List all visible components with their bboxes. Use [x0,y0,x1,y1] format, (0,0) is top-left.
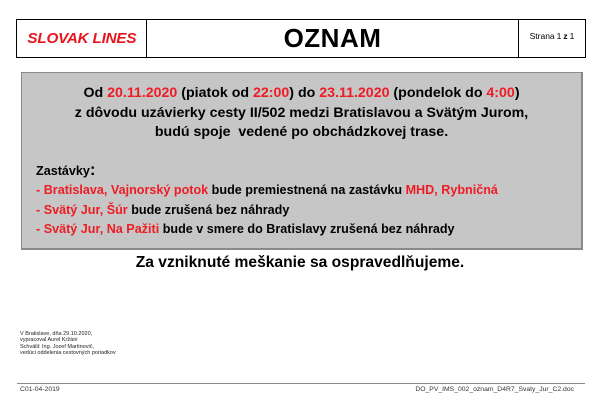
to-prefix: ) do [289,85,320,101]
stop-text: bude zrušená bez náhrady [127,202,290,217]
header-table [16,19,586,58]
stop-target: MHD, Rybničná [405,183,498,198]
page-title: OZNAM [283,23,382,53]
title-cell [147,20,519,57]
from-time: 22:00 [253,85,290,101]
stop-name: - Svätý Jur, Šúr [36,202,128,217]
slovak-lines-logo: SLOVAK LINES [27,30,136,47]
stop-item [36,181,498,200]
page-number [529,31,576,41]
notice-reason-line: z dôvodu uzávierky cesty II/502 medzi Bratislavou a Svätým Jurom, [74,104,529,121]
to-date: 23.11.2020 [319,85,390,101]
stop-text: bude v smere do Bratislavy zrušená bez náhrady [159,221,455,236]
signature-approved-by: Schválil: Ing. Jozef Martinovič, [20,343,94,350]
stops-section [36,160,498,239]
page-current: 1 [556,31,562,41]
from-prefix: Od [83,85,108,101]
footer-filename: DO_PV_IMS_002_oznam_D4R7_Svaty_Jur_C2.doc [415,386,574,393]
footer-divider [17,383,585,384]
stop-text: bude premiestnená na zastávku [208,183,406,198]
signature-place-date: V Bratislave, dňa 29.10.2020, [20,331,93,337]
page-number-cell [519,20,585,57]
to-mid: (pondelok do [389,85,487,101]
signature-role: vedúci oddelenia cestovných poriadkov [20,349,116,356]
apology-text: Za vzniknuté meškanie sa ospravedlňujeme. [135,254,465,271]
page-sep: z [563,31,568,41]
notice-dates-line [22,84,581,104]
stop-name: - Svätý Jur, Na Pažiti [36,221,160,236]
notice-box [21,72,583,250]
signature-prepared-by: vypracoval Aurel Kržáni [20,337,78,344]
notice-detour-line: budú spoje vedené po obchádzkovej trase. [154,124,449,140]
from-mid: (piatok od [177,85,253,101]
to-suffix: ) [514,85,520,101]
logo-cell [17,20,147,57]
to-time: 4:00 [486,85,515,101]
footer-form-code: C01-04-2019 [20,386,60,393]
stop-item [36,220,498,239]
stops-heading [36,160,498,181]
stops-colon: : [89,160,96,179]
stops-label: Zastávky [36,164,90,178]
page-total: 1 [569,31,575,41]
notice-intro [22,84,581,143]
stop-name: - Bratislava, Vajnorský potok [36,183,209,198]
page-label: Strana [529,31,555,41]
signature-block [20,331,116,356]
from-date: 20.11.2020 [107,85,178,101]
stop-item [36,201,498,220]
